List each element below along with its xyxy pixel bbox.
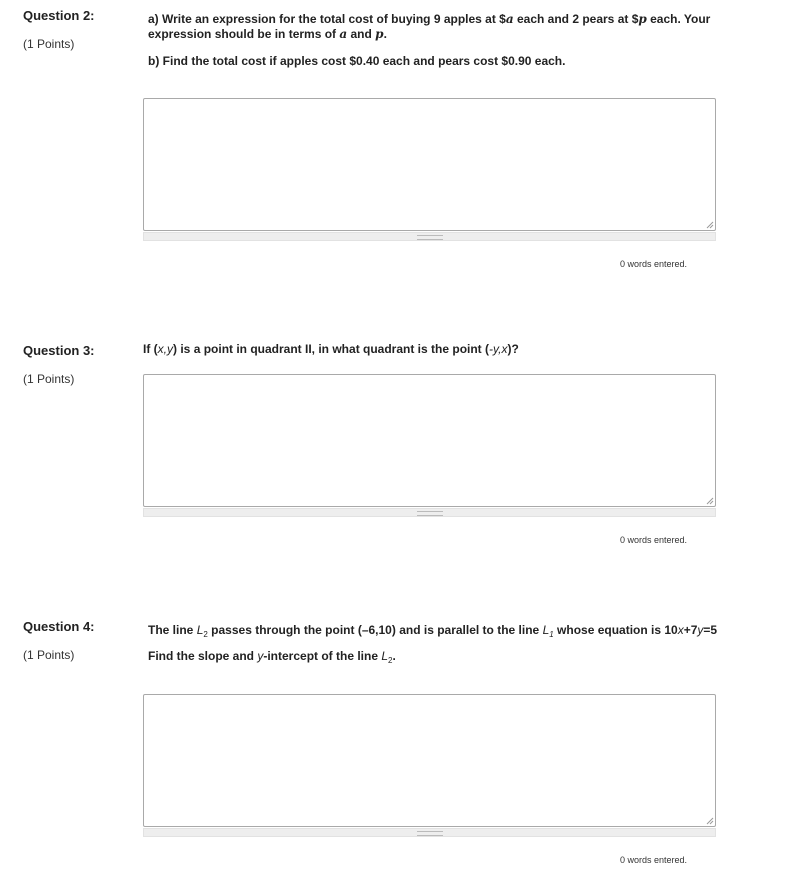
text-segment: and: [347, 27, 376, 41]
drag-handle-icon[interactable]: [417, 511, 443, 516]
math-variable: y: [697, 623, 704, 637]
textarea-drag-bar[interactable]: [143, 232, 716, 241]
math-variable: y: [257, 649, 264, 663]
question-label: Question 4:: [23, 619, 95, 634]
text-segment: -intercept of the line: [263, 649, 382, 663]
math-variable: L: [196, 623, 204, 637]
question-text-line2: [148, 649, 396, 664]
math-variable: -y,x: [489, 342, 508, 356]
word-count: 0 words entered.: [619, 535, 687, 545]
text-segment: a) Write an expression for the total cost of buying 9 apples at $: [148, 12, 506, 26]
text-segment: .: [383, 27, 387, 41]
word-count: 0 words entered.: [619, 855, 687, 865]
question-points: (1 Points): [23, 372, 75, 386]
question-text-a: [148, 12, 728, 42]
text-segment: )?: [507, 342, 519, 356]
text-segment: each and 2 pears at $: [513, 12, 639, 26]
subscript: 1: [549, 630, 554, 639]
text-segment: each. Your: [646, 12, 711, 26]
text-segment: +7: [683, 623, 698, 637]
question-label: Question 2:: [23, 8, 95, 23]
math-variable: x: [677, 623, 684, 637]
question-points: (1 Points): [23, 648, 75, 662]
math-variable: L: [542, 623, 550, 637]
subscript: 2: [203, 630, 208, 639]
math-variable: x,y: [157, 342, 174, 356]
math-variable: p: [375, 27, 384, 41]
question-label: Question 3:: [23, 343, 95, 358]
answer-textarea[interactable]: [143, 98, 716, 231]
text-segment: =5: [703, 623, 718, 637]
textarea-drag-bar[interactable]: [143, 508, 716, 517]
textarea-drag-bar[interactable]: [143, 828, 716, 837]
resize-grip-icon[interactable]: [706, 221, 714, 229]
subscript: 2: [388, 656, 393, 665]
text-segment: If (: [143, 342, 158, 356]
math-variable: p: [638, 12, 647, 26]
text-segment: ) is a point in quadrant II, in what quadrant is the point (: [173, 342, 490, 356]
resize-grip-icon[interactable]: [706, 817, 714, 825]
question-text: [143, 342, 519, 357]
answer-textarea[interactable]: [143, 694, 716, 827]
math-variable: a: [505, 12, 514, 26]
question-points: (1 Points): [23, 37, 75, 51]
resize-grip-icon[interactable]: [706, 497, 714, 505]
text-segment: expression should be in terms of: [148, 27, 340, 41]
text-segment: whose equation is 10: [553, 623, 678, 637]
drag-handle-icon[interactable]: [417, 831, 443, 836]
answer-textarea[interactable]: [143, 374, 716, 507]
drag-handle-icon[interactable]: [417, 235, 443, 240]
text-segment: .: [392, 649, 396, 663]
text-segment: Find the slope and: [148, 649, 258, 663]
word-count: 0 words entered.: [619, 259, 687, 269]
math-variable: L: [381, 649, 389, 663]
question-text-line1: [148, 623, 717, 638]
text-segment: passes through the point (–6,10) and is parallel to the line: [207, 623, 543, 637]
math-variable: a: [339, 27, 348, 41]
text-segment: The line: [148, 623, 197, 637]
question-text-b: b) Find the total cost if apples cost $0.40 each and pears cost $0.90 each.: [148, 54, 566, 68]
